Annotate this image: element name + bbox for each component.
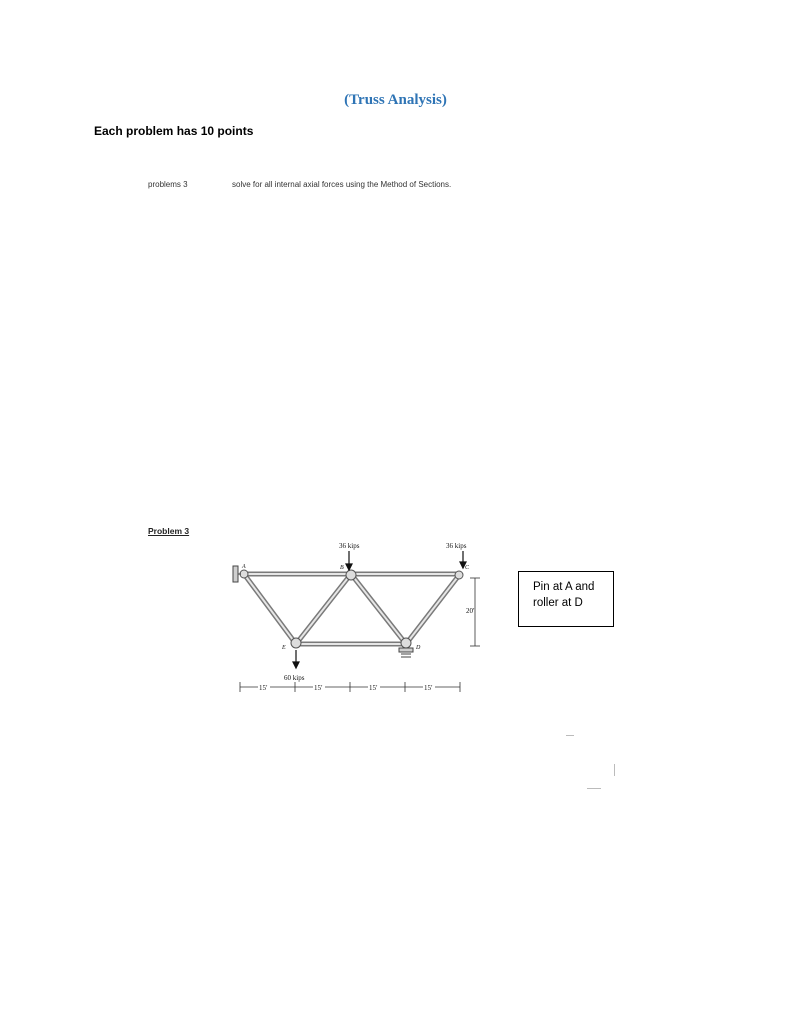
span-label-3: 15′ bbox=[369, 684, 378, 692]
support-note-line2: roller at D bbox=[533, 597, 583, 609]
span-label-4: 15′ bbox=[424, 684, 433, 692]
load-label-e: 60 kips bbox=[284, 674, 305, 682]
scan-artifact bbox=[566, 735, 574, 736]
scan-artifact bbox=[587, 788, 601, 789]
load-label-c: 36 kips bbox=[446, 542, 467, 550]
points-note: Each problem has 10 points bbox=[94, 124, 254, 138]
node-label-a: A bbox=[242, 564, 246, 570]
node-label-e: E bbox=[282, 645, 286, 651]
span-label-2: 15′ bbox=[314, 684, 323, 692]
load-label-b: 36 kips bbox=[339, 542, 360, 550]
instructions-problems-label: problems 3 bbox=[148, 180, 188, 189]
joint-e bbox=[291, 638, 301, 648]
support-note-box bbox=[518, 571, 614, 627]
scan-artifact bbox=[614, 764, 615, 776]
pin-support-a bbox=[233, 566, 241, 582]
joint-d bbox=[401, 638, 411, 648]
joint-a bbox=[240, 570, 248, 578]
node-label-d: D bbox=[416, 645, 421, 651]
joint-b bbox=[346, 570, 356, 580]
document-title: (Truss Analysis) bbox=[344, 92, 447, 108]
roller-support-d bbox=[399, 648, 413, 657]
problem-label: Problem 3 bbox=[148, 526, 190, 536]
node-label-c: C bbox=[465, 565, 470, 571]
truss-members bbox=[244, 574, 460, 644]
node-label-b: B bbox=[340, 565, 344, 571]
joint-c bbox=[455, 571, 463, 579]
height-label: 20′ bbox=[466, 607, 475, 615]
instructions-text: solve for all internal axial forces using the Method of Sections. bbox=[232, 180, 452, 189]
span-label-1: 15′ bbox=[259, 684, 268, 692]
support-note-line1: Pin at A and bbox=[533, 581, 595, 593]
